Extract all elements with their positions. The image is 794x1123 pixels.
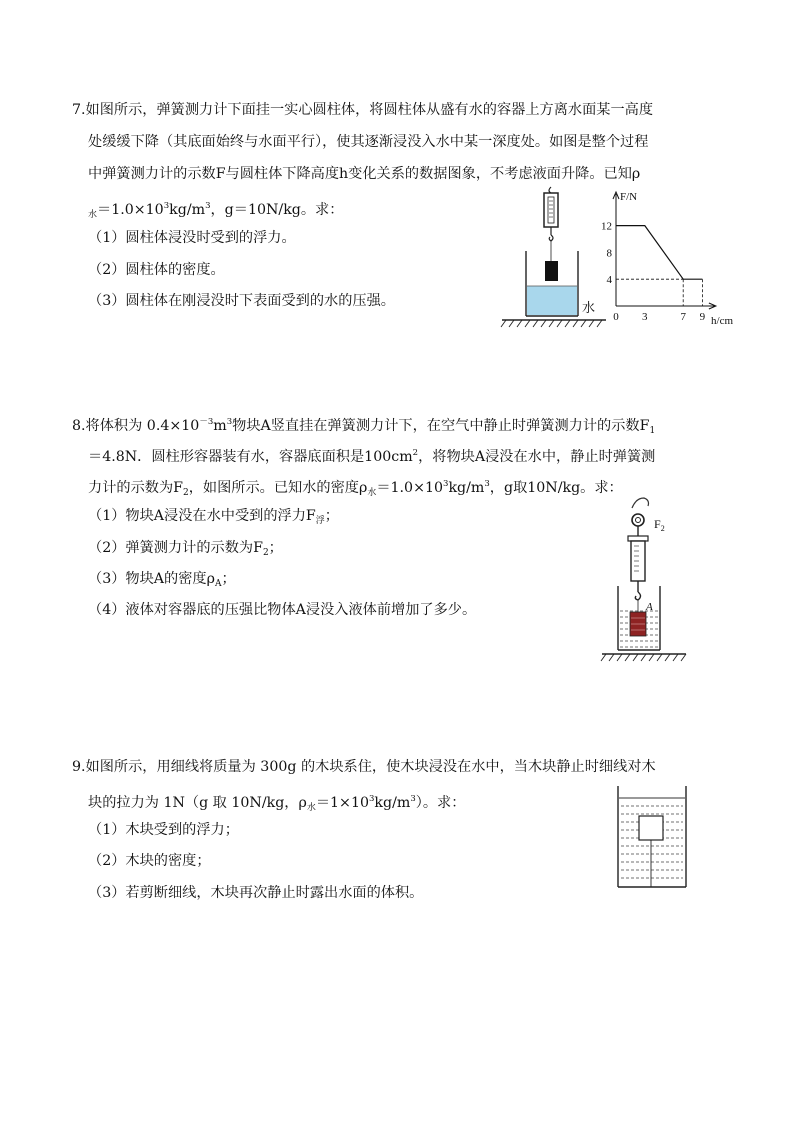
x-tick-label: 3 <box>642 311 648 323</box>
q7-line-2: 处缓缓下降（其底面始终与水面平行），使其逐渐浸没入水中某一深度处。如图是整个过程 <box>88 134 649 150</box>
f2-label: $F_2$ <box>654 517 665 533</box>
chart-axes <box>613 192 716 309</box>
q8-line-3: 力计的示数为$F_2$，如图所示。已知水的密度$\rho_水=1.0\times 10^3kg/m^3$，g取10N/kg。求： <box>88 479 623 498</box>
q7-chart <box>598 186 750 330</box>
x-axis-label: h/cm <box>711 315 734 327</box>
x-tick-label: 9 <box>699 311 706 323</box>
q8-subq-4: （4）液体对容器底的压强比物体A浸没入液体前增加了多少。 <box>88 602 477 618</box>
q8-subq-2: （2）弹簧测力计的示数为$F_2$； <box>88 540 283 558</box>
q8-subq-1: （1）物块A浸没在水中受到的浮力$F_浮$； <box>88 508 339 526</box>
q8-line-1: 8.将体积为 $0.4\times 10^{-3}m^3$物块A竖直挂在弹簧测力计下，在空气中静止时弹簧测力计的示数$F_1$ <box>72 417 656 436</box>
y-tick-label: 8 <box>606 247 612 260</box>
q9-subq-1: （1）木块受到的浮力； <box>88 822 239 838</box>
q8-figure-spring-scale <box>598 494 690 662</box>
q8-subq-3: （3）物块A的密度$\rho_A$； <box>88 571 236 589</box>
q7-figure-spring-scale <box>498 183 610 328</box>
q7-subq-2: （2）圆柱体的密度。 <box>88 262 225 278</box>
water-label: 水 <box>582 300 596 315</box>
q7-subq-3: （3）圆柱体在刚浸没时下表面受到的水的压强。 <box>88 293 395 309</box>
y-tick-label: 12 <box>601 220 612 233</box>
q9-figure-container <box>612 784 692 890</box>
q9-subq-2: （2）木块的密度； <box>88 853 211 869</box>
q9-line-2: 块的拉力为 1N（g 取 10N/kg，$\rho_水=1\times 10^3kg/m^3$）。求： <box>88 794 466 813</box>
q9-line-1: 9.如图所示，用细线将质量为 300g 的木块系住，使木块浸没在水中，当木块静止时细线对木 <box>72 759 656 775</box>
x-tick-label: 0 <box>613 311 619 323</box>
q8-line-2: ＝4.8N．圆柱形容器装有水，容器底面积是$100cm^2$，将物块A浸没在水中，静止时弹簧测 <box>88 448 656 465</box>
y-tick-label: 4 <box>606 274 612 287</box>
x-tick-label: 7 <box>680 311 686 323</box>
q7-line-3: 中弹簧测力计的示数F与圆柱体下降高度h变化关系的数据图象，不考虑液面升降。已知ρ <box>88 166 641 182</box>
chart-guides <box>616 279 702 306</box>
q9-subq-3: （3）若剪断细线，木块再次静止时露出水面的体积。 <box>88 885 424 901</box>
block-a-label: A <box>646 601 653 613</box>
q7-subq-1: （1）圆柱体浸没时受到的浮力。 <box>88 230 296 246</box>
q7-line-4: $_水=1.0\times 10^3kg/m^3$，g＝10N/kg。求： <box>88 201 344 220</box>
chart-series-line <box>616 226 702 280</box>
q7-line-1: 7.如图所示，弹簧测力计下面挂一实心圆柱体，将圆柱体从盛有水的容器上方离水面某一高度 <box>72 102 654 118</box>
y-axis-label: F/N <box>620 191 638 203</box>
